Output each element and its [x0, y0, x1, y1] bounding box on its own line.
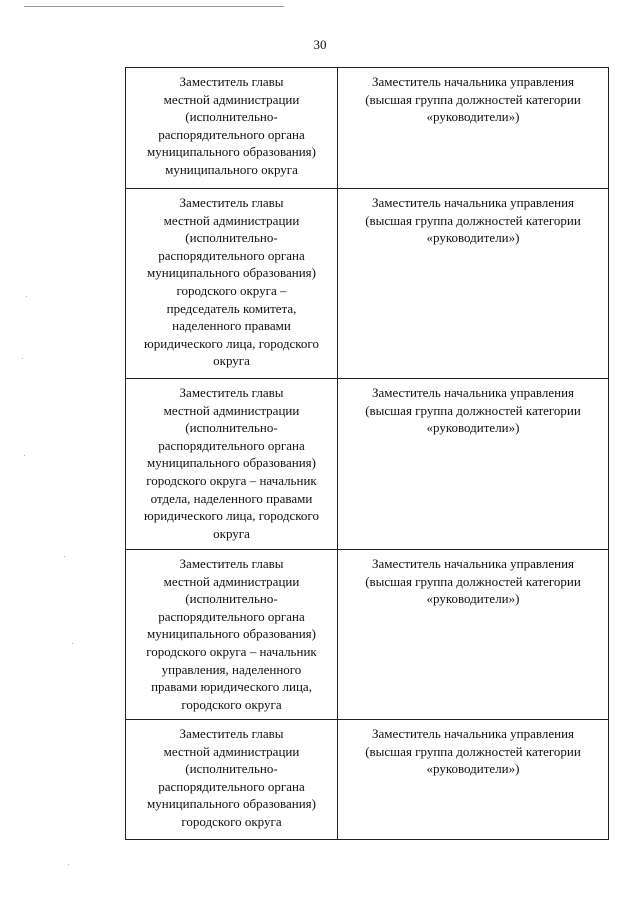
position-right-cell: Заместитель начальника управления (высшая группа должностей категории «руководители») — [338, 720, 609, 840]
table-row — [126, 379, 609, 550]
table-row — [126, 68, 609, 189]
scan-speck — [72, 643, 73, 644]
position-right-cell: Заместитель начальника управления (высшая группа должностей категории «руководители») — [338, 379, 609, 550]
position-left-cell: Заместитель главы местной администрации (исполнительно- распорядительного органа муниципального образования) городского округа — [126, 720, 338, 840]
position-left-cell: Заместитель главы местной администрации (исполнительно- распорядительного органа муниципального образования) городского округа – начальник управления, наделенного правами юридического лица, городского округа — [126, 550, 338, 720]
table-row — [126, 720, 609, 840]
positions-table — [125, 67, 609, 840]
position-right-cell: Заместитель начальника управления (высшая группа должностей категории «руководители») — [338, 550, 609, 720]
scan-speck — [26, 296, 27, 297]
table-row — [126, 189, 609, 379]
position-left-cell: Заместитель главы местной администрации (исполнительно- распорядительного органа муниципального образования) городского округа – председатель комитета, наделенного правами юридического лица, городского округа — [126, 189, 338, 379]
table-row — [126, 550, 609, 720]
scan-speck — [22, 358, 23, 359]
position-right-cell: Заместитель начальника управления (высшая группа должностей категории «руководители») — [338, 68, 609, 189]
scan-speck — [24, 455, 25, 456]
position-left-cell: Заместитель главы местной администрации (исполнительно- распорядительного органа муниципального образования) муниципального округа — [126, 68, 338, 189]
scan-speck — [64, 556, 65, 557]
page-number: 30 — [313, 37, 327, 52]
position-right-cell: Заместитель начальника управления (высшая группа должностей категории «руководители») — [338, 189, 609, 379]
top-rule — [24, 6, 284, 7]
scan-speck — [68, 864, 69, 865]
position-left-cell: Заместитель главы местной администрации (исполнительно- распорядительного органа муниципального образования) городского округа – начальник отдела, наделенного правами юридического лица, городского округа — [126, 379, 338, 550]
